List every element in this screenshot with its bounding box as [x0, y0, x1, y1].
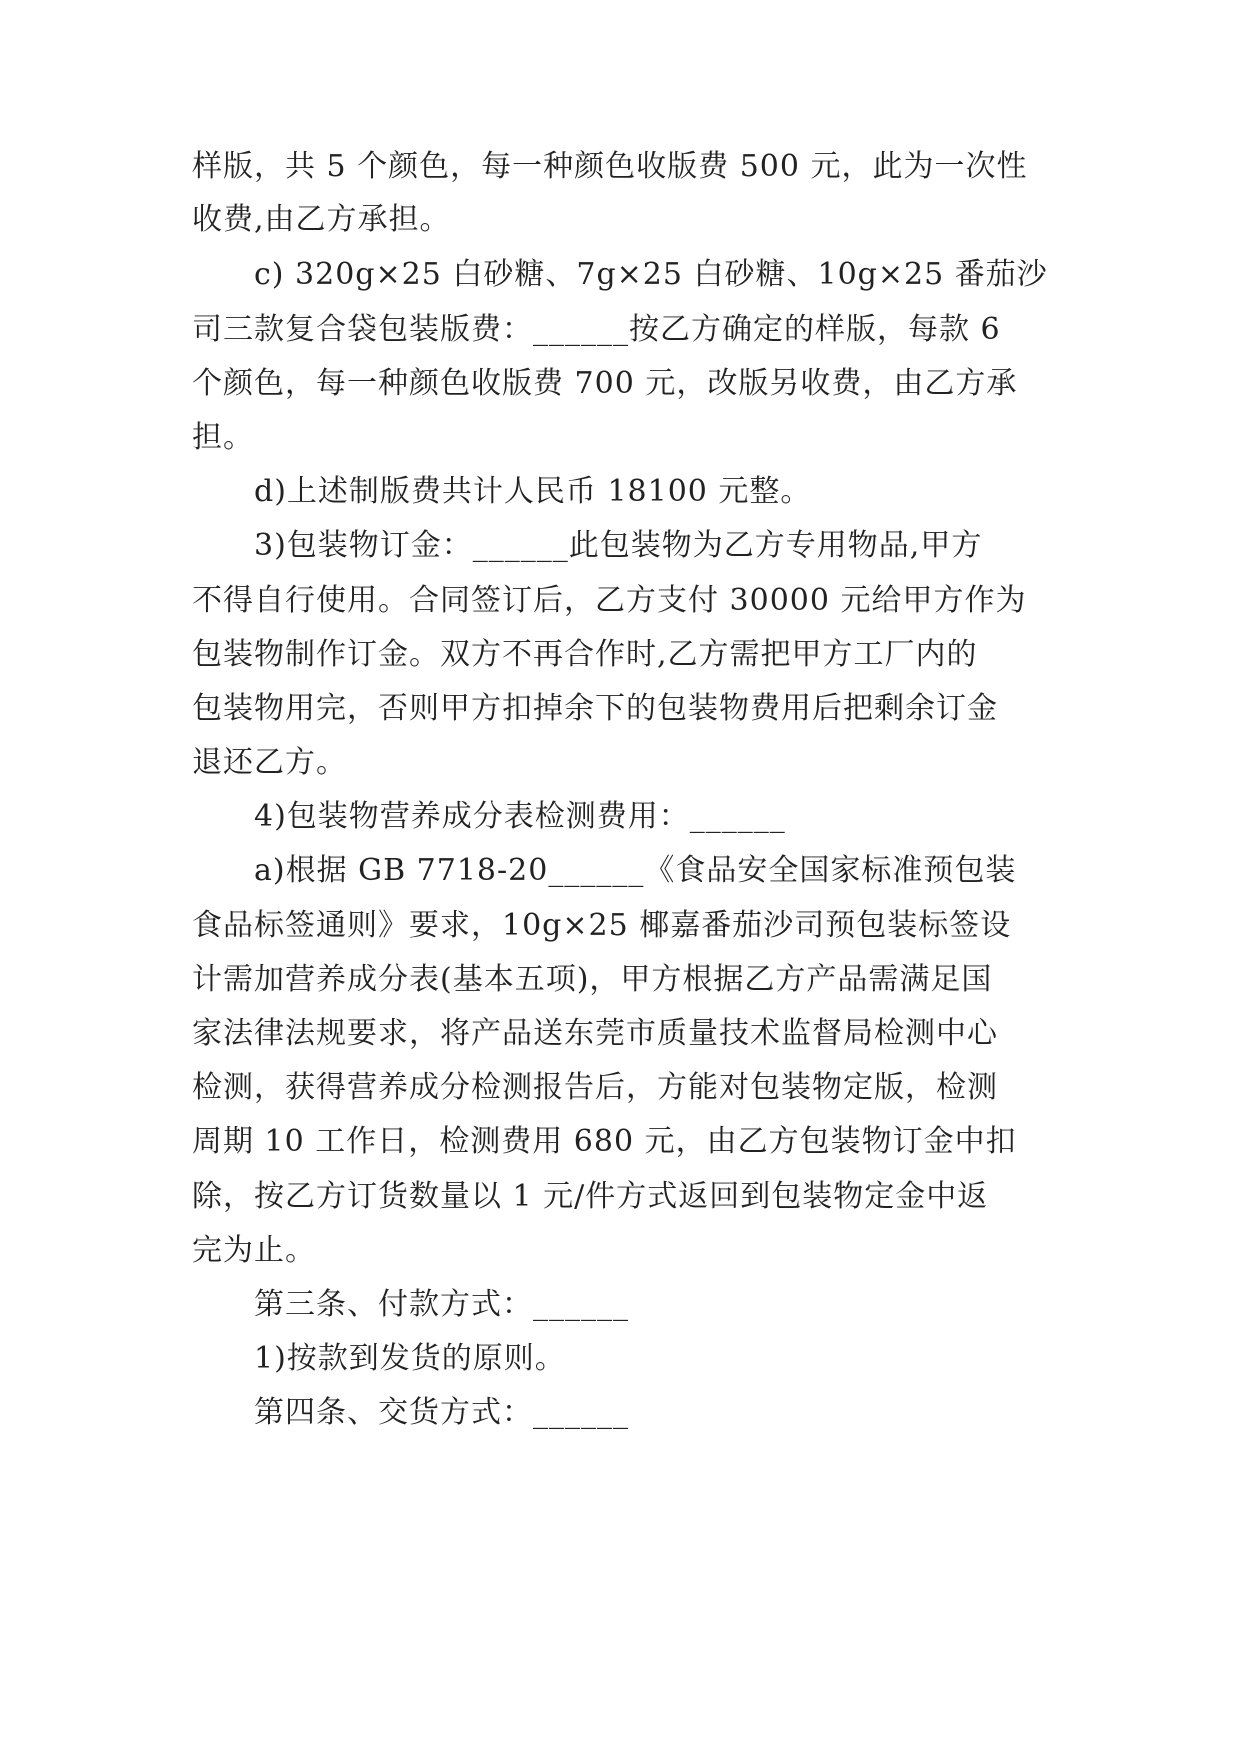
paragraph-line: 不得自行使用。合同签订后，乙方支付 30000 元给甲方作为 [192, 583, 1027, 618]
paragraph-line: 包装物用完，否则甲方扣掉余下的包装物费用后把剩余订金 [192, 691, 998, 726]
paragraph-line: 担。 [192, 420, 254, 455]
paragraph-line: 家法律法规要求，将产品送东莞市质量技术监督局检测中心 [192, 1016, 998, 1051]
paragraph-line: 1)按款到发货的原则。 [254, 1341, 566, 1376]
paragraph-line: 司三款复合袋包装版费：______按乙方确定的样版，每款 6 [192, 312, 1001, 347]
paragraph-line: 完为止。 [192, 1233, 316, 1268]
paragraph-line: 退还乙方。 [192, 745, 347, 780]
section-heading: 第四条、交货方式：______ [254, 1395, 629, 1430]
paragraph-line: 个颜色，每一种颜色收版费 700 元，改版另收费，由乙方承 [192, 366, 1018, 401]
paragraph-line: 周期 10 工作日，检测费用 680 元，由乙方包装物订金中扣 [192, 1124, 1017, 1159]
paragraph-line: a)根据 GB 7718-20______《食品安全国家标准预包装 [254, 853, 1017, 888]
paragraph-line: d)上述制版费共计人民币 18100 元整。 [254, 474, 812, 509]
paragraph-line: 食品标签通则》要求，10g×25 椰嘉番茄沙司预包装标签设 [192, 908, 1012, 943]
paragraph-line: 计需加营养成分表(基本五项)，甲方根据乙方产品需满足国 [192, 962, 993, 997]
paragraph-line: 4)包装物营养成分表检测费用：______ [254, 799, 786, 834]
paragraph-line: 检测，获得营养成分检测报告后，方能对包装物定版，检测 [192, 1070, 998, 1105]
paragraph-line: 3)包装物订金：______此包装物为乙方专用物品,甲方 [254, 528, 983, 563]
paragraph-line: c) 320g×25 白砂糖、7g×25 白砂糖、10g×25 番茄沙 [254, 257, 1048, 292]
paragraph-line: 除，按乙方订货数量以 1 元/件方式返回到包装物定金中返 [192, 1179, 989, 1214]
section-heading: 第三条、付款方式：______ [254, 1287, 629, 1322]
paragraph-line: 收费,由乙方承担。 [192, 202, 451, 237]
paragraph-line: 样版，共 5 个颜色，每一种颜色收版费 500 元，此为一次性 [192, 149, 1028, 184]
paragraph-line: 包装物制作订金。双方不再合作时,乙方需把甲方工厂内的 [192, 637, 978, 672]
